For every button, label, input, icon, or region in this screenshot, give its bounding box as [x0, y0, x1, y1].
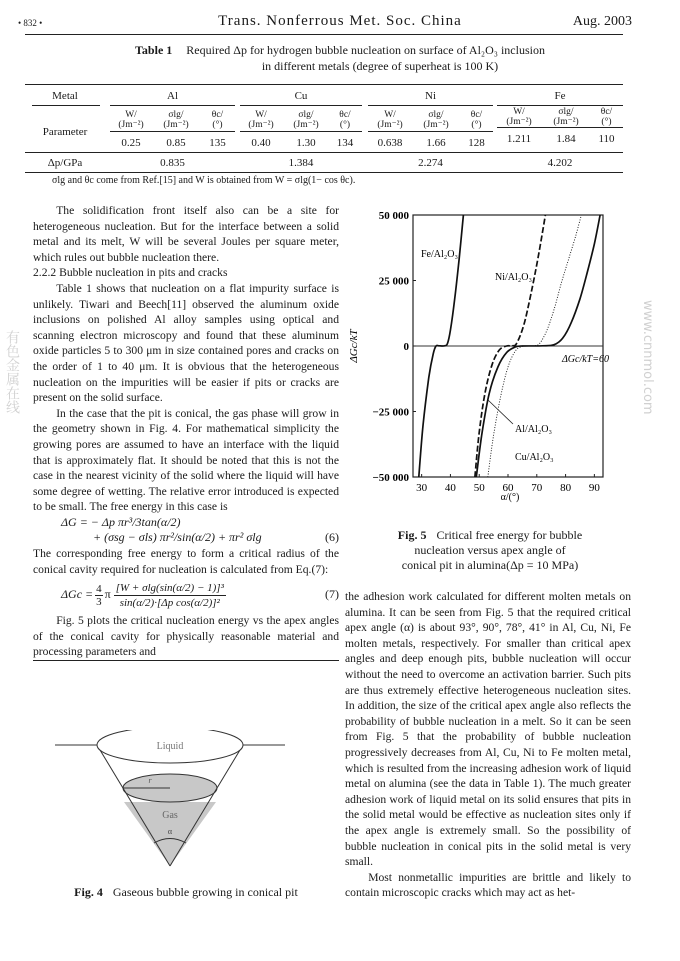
y-axis-label: ΔGc/kT: [348, 329, 360, 363]
paragraph: the adhesion work calculated for different molten metals on alumina. It can be seen from Fig. 5 that the required critical apex angle (α) is about 93°, 90°, 78°, 41° in Al, Cu, Ni, Fe molten metals, respectively. For smaller than critical apex angles and deep enough pits, bubble nucleation will occur without the need to overcome an activation barrier. Such pits are thus extremely effective heterogeneous nucleation sites. In addition, the size of the critical apex angle also reflects the probability of bubble nucleation in a melt. So it can be seen from Fig. 5 that the probability of bubble nucleation progressively decreases from Al, Cu, Ni to Fe molten metal, which is resulted from the increasing adhesion work of liquid metal on alumina (see the data in Table 1). The much greater adhesion work of liquid metal on its solid ensures that pits in the solid metal would be effective as nucleation sites only if the apex angle is extremely small. So the possibility of bubble nucleation in conical pits in the solid metal is very small.: [345, 590, 631, 869]
x-tick-label: 50: [473, 482, 485, 494]
cu-sigma-header: σlg/ (Jm⁻²): [293, 110, 319, 130]
annotation-threshold: ΔGc/kT=60: [561, 354, 609, 365]
paragraph: The corresponding free energy to form a critical radius of the conical cavity required for nucleation is calculated from Eq.(7):: [33, 547, 339, 576]
ni-theta-value: 128: [468, 137, 485, 149]
cu-rule: [240, 105, 362, 106]
right-column: [345, 589, 631, 901]
page-number: • 832 •: [18, 18, 43, 28]
paragraph: In the case that the pit is conical, the gas phase will grow in the geometry shown in Fig. 4. For mathematical simplicity the growing pores are assumed to have an interface with the liquid that is approximately flat. It should be noted that this is not the case in the nearest vicinity of the solid where the liquid will have some degree of wetting. The relative error introduced is expected to be small. The free energy in this case is: [33, 406, 339, 514]
ni-w-header: W/ (Jm⁻²): [377, 110, 403, 130]
table-footnote: σlg and θc come from Ref.[15] and W is obtained from W = σlg(1− cos θc).: [52, 175, 356, 186]
series-label-cu: Cu/Al₂O₃: [515, 452, 554, 463]
ni-rule: [368, 105, 493, 106]
table-caption-line1: Required Δp for hydrogen bubble nucleation on surface of Al₂O₃ inclusion: [186, 43, 545, 57]
al-dp-value: 0.835: [160, 157, 185, 169]
figure-5-caption-line1: Critical free energy for bubble: [436, 528, 583, 542]
cu-theta-value: 134: [336, 137, 354, 149]
x-tick-label: 60: [502, 482, 514, 494]
equation-7: [33, 577, 339, 613]
fe-dp-value: 4.202: [547, 157, 573, 169]
row-header-parameter: Parameter: [42, 126, 88, 138]
cu-sub-rule: [240, 131, 362, 132]
paragraph: Table 1 shows that nucleation on a flat impurity surface is unlikely. Tiwari and Beech[11] observed the aluminum oxide inclusions on polished Al alloy samples using optical and scanning electron microscopy and found that these aluminum oxide particles 5 to 300 μm in size contained pores and cracks on the order of 1 to 40 μm. It is obvious that the heterogeneous nucleation on the impurities will be easier if pits or cracks are present on the solid surface.: [33, 281, 339, 405]
al-theta-value: 135: [209, 137, 226, 149]
al-rule: [110, 105, 235, 106]
fe-w-value: 1.211: [506, 133, 532, 145]
y-tick-label: −50 000: [372, 472, 409, 484]
figure-5-caption: [345, 528, 635, 573]
eq7-pi: π: [104, 587, 111, 602]
ni-theta-header: θc/ (°): [470, 110, 483, 130]
y-axis: [372, 210, 416, 484]
y-tick-label: 0: [403, 341, 409, 353]
section-heading: 2.2.2 Bubble nucleation in pits and cracks: [33, 266, 228, 280]
figure-5-label: Fig. 5: [397, 528, 427, 542]
ni-sigma-header: σlg/ (Jm⁻²): [423, 110, 449, 130]
al-label-leader: [488, 400, 513, 424]
figure-4-caption: [33, 885, 339, 900]
row-header-metal: Metal: [52, 90, 78, 102]
al-sigma-header: σlg/ (Jm⁻²): [163, 110, 189, 130]
eq7-coefficient: $\frac{4}{3}$: [96, 582, 102, 608]
y-tick-label: 50 000: [378, 210, 409, 222]
paragraph: Fig. 5 plots the critical nucleation energy vs the apex angles of the conical cavity for physically reasonable material and processing parameters and: [33, 613, 339, 661]
figure-4-caption-text: Gaseous bubble growing in conical pit: [112, 885, 298, 899]
cu-w-header: W/ (Jm⁻²): [248, 110, 274, 130]
fe-theta-value: 110: [598, 133, 615, 145]
al-w-value: 0.25: [121, 137, 141, 149]
ni-w-value: 0.638: [377, 137, 403, 149]
ni-dp-value: 2.274: [418, 157, 443, 169]
table-caption: [0, 43, 680, 58]
table-bottom-rule: [25, 172, 623, 173]
row-header-dp: Δp/GPa: [47, 157, 83, 169]
y-tick-label: 25 000: [378, 275, 409, 288]
metal-fe: Fe: [554, 90, 566, 102]
cu-dp-value: 1.384: [288, 157, 314, 169]
y-tick-label: −25 000: [372, 406, 409, 419]
metal-al: Al: [167, 90, 178, 102]
issue-date: Aug. 2003: [572, 14, 632, 29]
x-tick-label: 70: [531, 482, 543, 494]
x-tick-label: 40: [444, 482, 456, 494]
x-axis-label: α/(°): [500, 492, 520, 503]
cu-sigma-value: 1.30: [296, 137, 316, 149]
table-caption-line2: in different metals (degree of superheat is 100 K): [261, 59, 499, 73]
ni-sigma-value: 1.66: [426, 137, 446, 149]
al-theta-header: θc/ (°): [211, 110, 224, 130]
x-tick-label: 90: [588, 482, 600, 494]
cu-w-value: 0.40: [251, 137, 271, 149]
figure-4-label: Fig. 4: [74, 885, 103, 899]
table-label: Table 1: [135, 43, 173, 57]
al-sigma-value: 0.85: [166, 137, 186, 149]
fe-theta-header: θc/ (°): [600, 107, 613, 127]
series-label-fe: Fe/Al₂O₃: [421, 249, 458, 260]
equation-6-line1: ΔG = − Δp πr³/3tan(α/2): [61, 514, 181, 529]
label-r: r: [148, 776, 152, 785]
equation-6-line2: + (σsg − σls) πr²/sin(α/2) + πr² σlg (6): [93, 530, 339, 545]
equation-6-number: (6): [325, 530, 339, 545]
label-alpha: α: [167, 827, 173, 836]
al-sub-rule: [110, 131, 235, 132]
al-w-header: W/ (Jm⁻²): [118, 110, 144, 130]
figure-5-chart: [345, 200, 625, 505]
x-tick-label: 30: [416, 482, 428, 494]
header-rule: [25, 34, 623, 35]
cu-theta-header: θc/ (°): [339, 110, 351, 130]
table-mid-rule: [25, 152, 623, 153]
table-top-rule: [25, 84, 623, 85]
metal-rule: [32, 105, 100, 106]
fe-w-header: W/ (Jm⁻²): [506, 107, 532, 127]
ni-sub-rule: [368, 131, 493, 132]
x-tick-label: 80: [560, 482, 572, 494]
fe-sigma-header: σlg/ (Jm⁻²): [553, 107, 579, 127]
fe-rule: [497, 105, 623, 106]
journal-title: Trans. Nonferrous Met. Soc. China: [218, 13, 462, 29]
metal-ni: Ni: [425, 90, 436, 102]
equation-7-number: (7): [325, 587, 339, 602]
left-column: [33, 203, 339, 661]
watermark-cn: 有色金属在线: [4, 330, 20, 414]
watermark-url: www.cnnmol.com: [640, 300, 655, 415]
eq7-fraction: [W + σlg(sin(α/2) − 1)]³ sin(α/2)·[Δp cos(α/2)]²: [115, 581, 224, 609]
eq7-lhs: ΔGc =: [61, 587, 94, 602]
metal-cu: Cu: [294, 90, 308, 102]
figure-5-caption-line3: conical pit in alumina(Δp = 10 MPa): [401, 558, 579, 572]
series-label-al: Al/Al₂O₃: [515, 424, 552, 435]
fe-sigma-value: 1.84: [556, 133, 576, 145]
paragraph: Most nonmetallic impurities are brittle and likely to contain microscopic cracks which may act as het-: [345, 870, 631, 900]
figure-5-caption-line2: nucleation versus apex angle of: [414, 543, 566, 557]
label-liquid: Liquid: [156, 741, 184, 752]
paragraph: The solidification front itself also can be a site for heterogeneous nucleation. But for the interface between a solid metal and its melt, W will be several Joules per square meter, which rules out bubble nucleation there.: [33, 204, 339, 264]
fe-sub-rule: [497, 127, 623, 128]
figure-4-conical-pit: [50, 730, 290, 875]
series-label-ni: Ni/Al₂O₃: [495, 272, 532, 283]
label-gas: Gas: [162, 810, 178, 821]
